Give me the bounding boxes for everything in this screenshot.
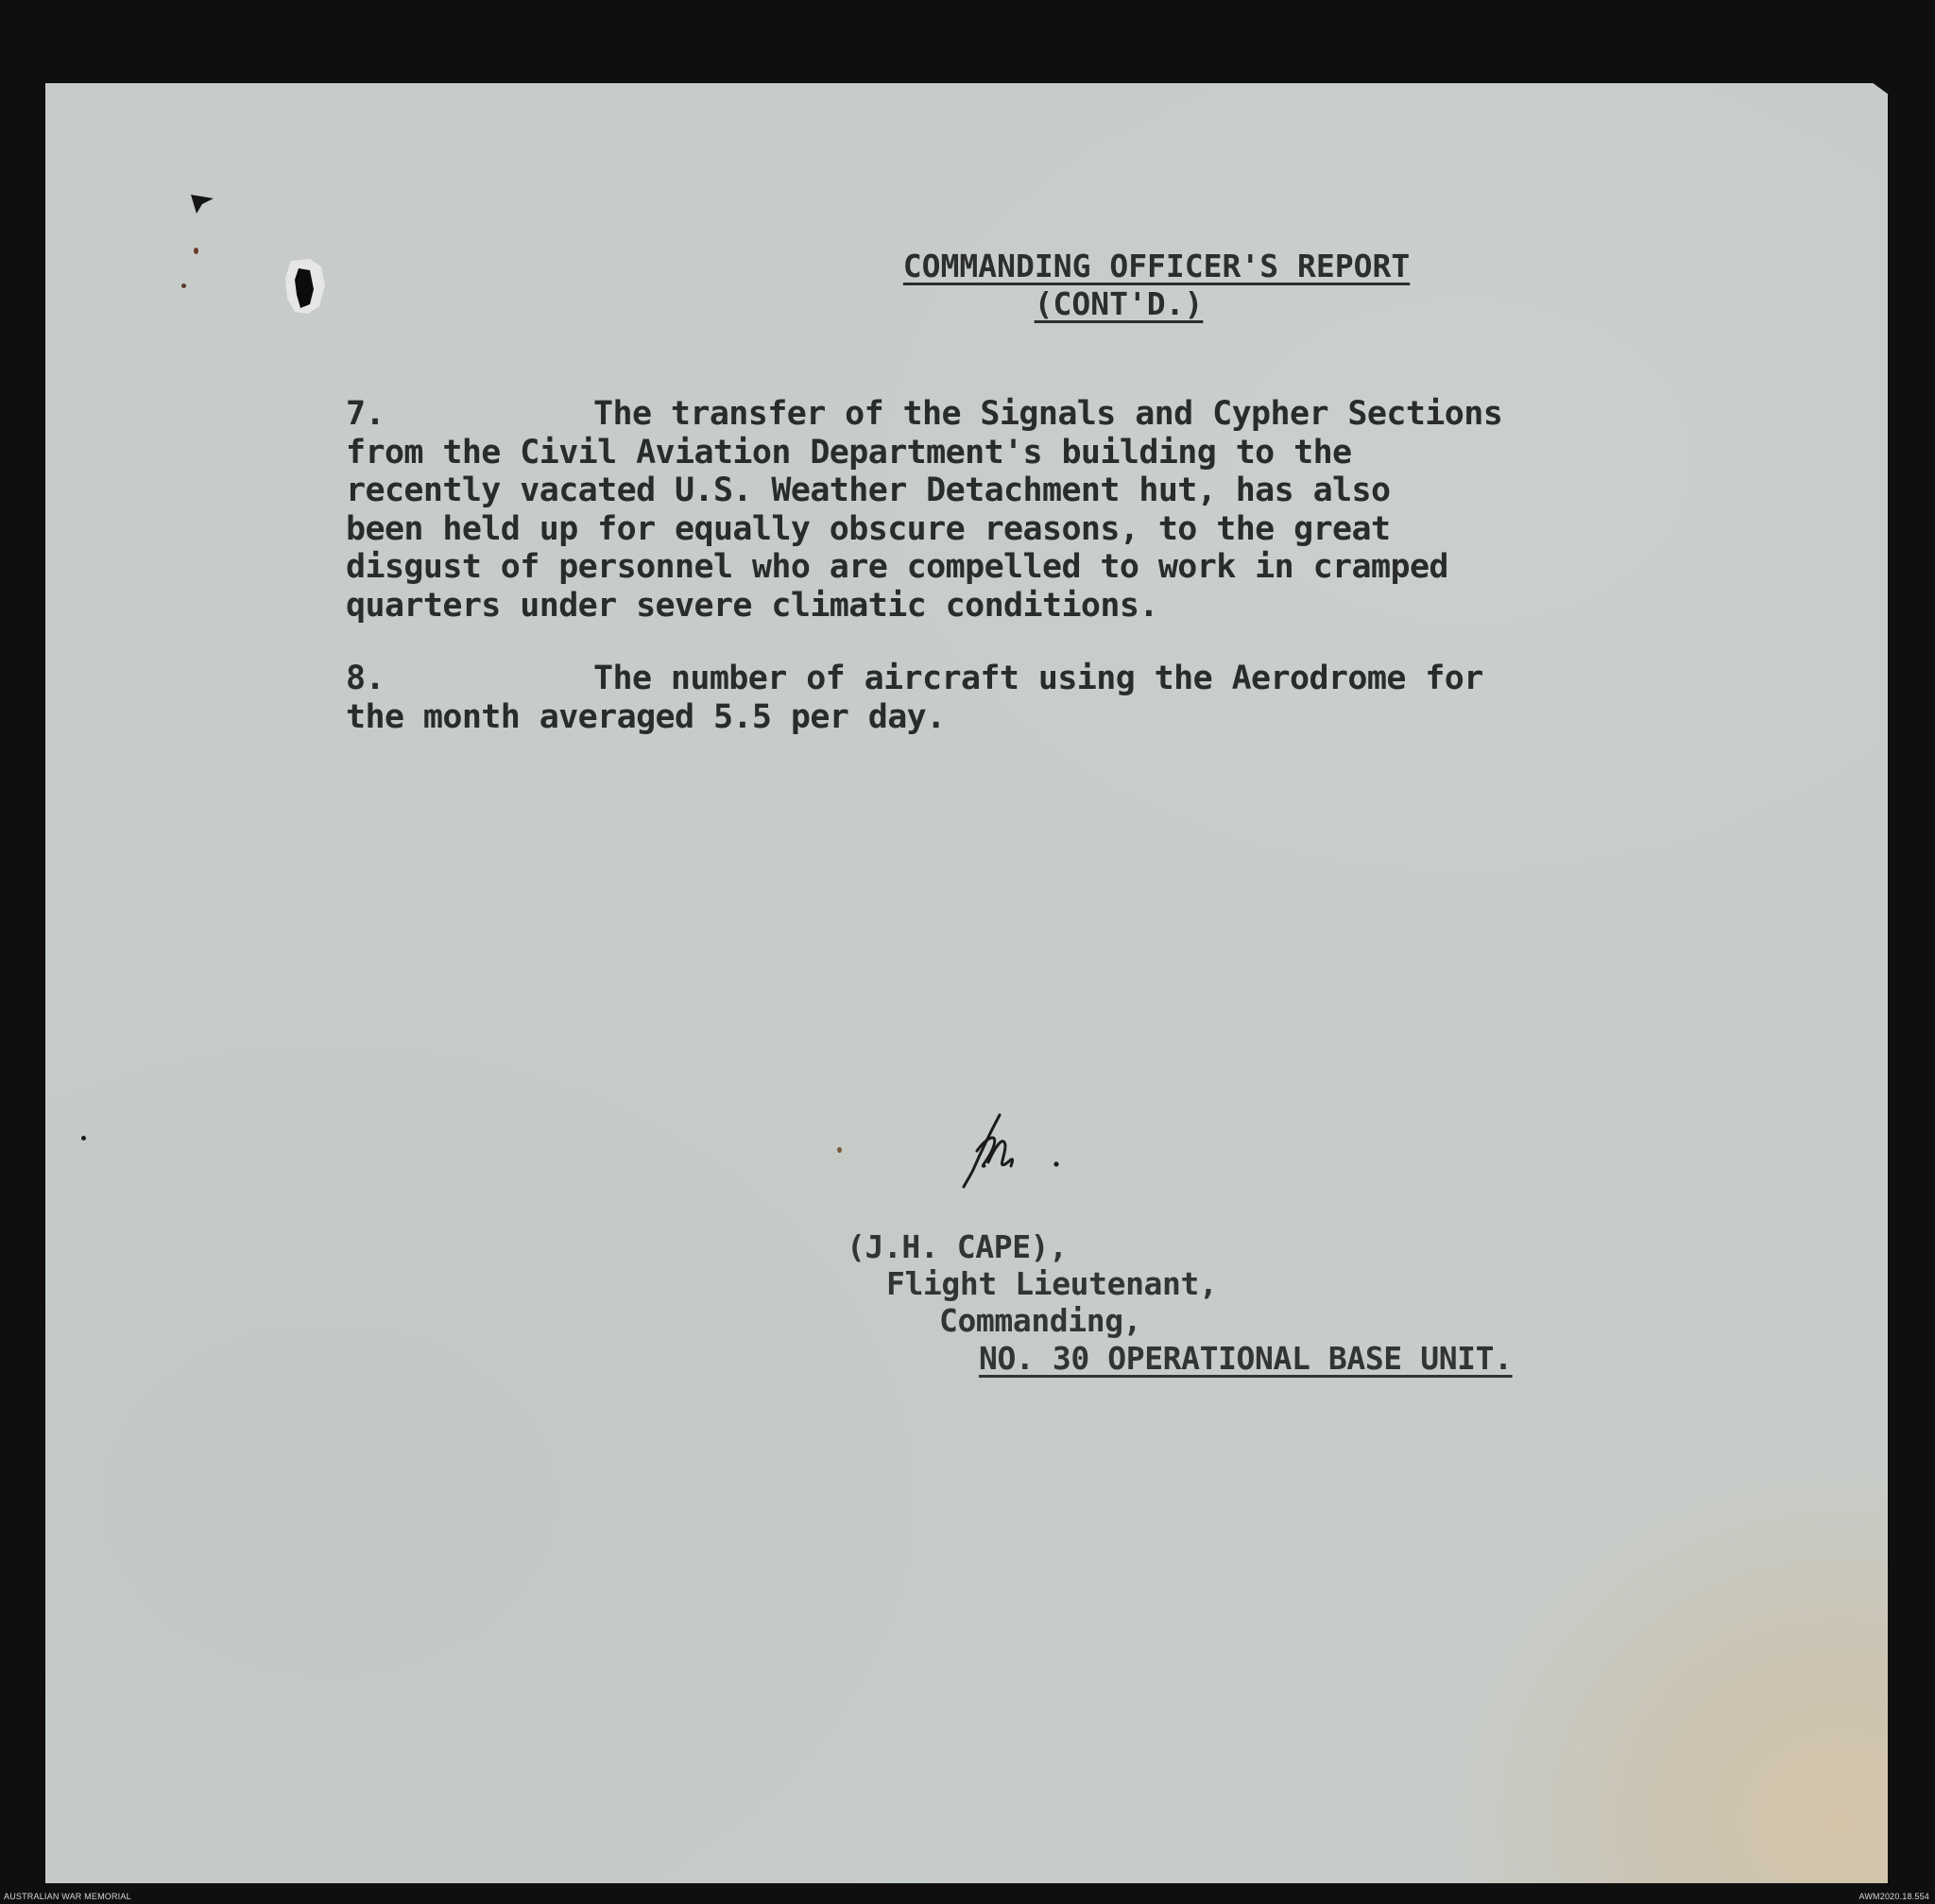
paragraph-line: quarters under severe climatic conditions.	[346, 586, 1158, 625]
paragraph-8	[346, 660, 1483, 736]
document-page	[45, 83, 1888, 1883]
corner-tear-mark	[189, 191, 217, 219]
ink-speck	[837, 1147, 842, 1153]
paragraph-line: The number of aircraft using the Aerodrome for	[593, 660, 1483, 697]
signatory-unit: NO. 30 OPERATIONAL BASE UNIT.	[979, 1340, 1513, 1377]
handwritten-signature	[945, 1096, 1096, 1200]
paragraph-number: 8.	[346, 660, 385, 697]
archive-credit: AUSTRALIAN WAR MEMORIAL	[4, 1892, 131, 1901]
archive-accession-number: AWM2020.18.554	[1858, 1892, 1929, 1901]
paragraph-line: from the Civil Aviation Department's building to the	[346, 433, 1352, 472]
paragraph-line: the month averaged 5.5 per day.	[346, 697, 946, 736]
paragraph-line: disgust of personnel who are compelled to work in cramped	[346, 548, 1448, 586]
signatory-name: (J.H. CAPE),	[847, 1228, 1068, 1265]
paragraph-line: recently vacated U.S. Weather Detachment hut, has also	[346, 472, 1391, 509]
paragraph-line: been held up for equally obscure reasons, to the great	[346, 509, 1391, 548]
report-title: COMMANDING OFFICER'S REPORT	[902, 248, 1411, 284]
report-title-continued: (CONT'D.)	[1034, 285, 1204, 322]
paragraph-7	[346, 395, 1502, 625]
paragraph-line: The transfer of the Signals and Cypher Sections	[593, 395, 1503, 433]
ink-speck	[81, 1136, 86, 1141]
signatory-role: Commanding,	[939, 1302, 1142, 1339]
paragraph-number: 7.	[346, 395, 385, 433]
signatory-rank: Flight Lieutenant,	[886, 1265, 1218, 1302]
